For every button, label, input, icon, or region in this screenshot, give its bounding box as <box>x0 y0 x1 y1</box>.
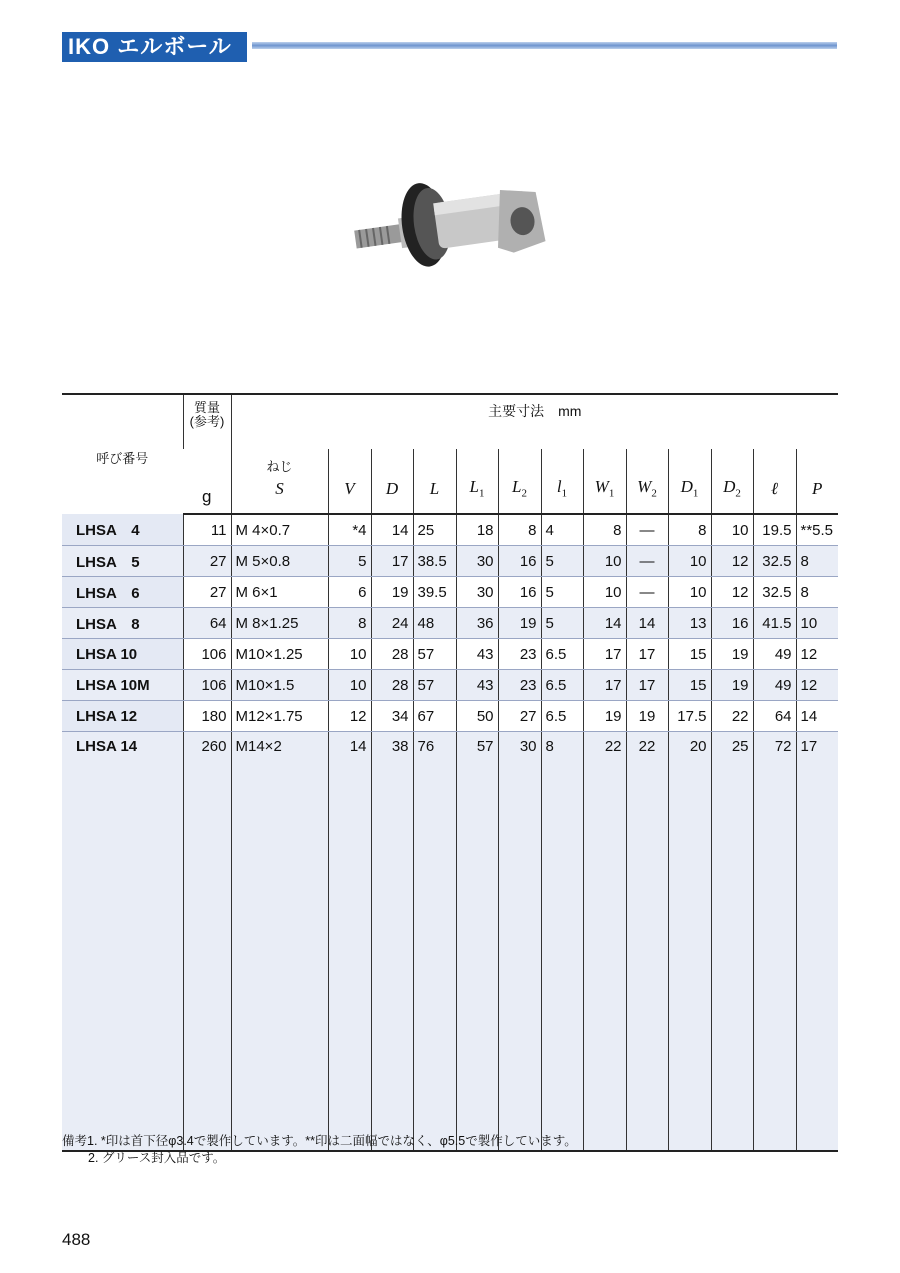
notes <box>62 1133 577 1167</box>
cell-D1: 10 <box>668 577 711 608</box>
cell-thread: M10×1.25 <box>231 639 328 670</box>
dim-header-ell: ℓ <box>753 449 796 514</box>
cell-mass: 11 <box>183 514 231 546</box>
cell-D: 34 <box>371 701 413 732</box>
cell-l1: 5 <box>541 546 583 577</box>
rod-end-product-image <box>345 160 555 300</box>
cell-ell: 64 <box>753 701 796 732</box>
cell-ell: 49 <box>753 639 796 670</box>
cell-L1: 30 <box>456 546 498 577</box>
cell-l1: 6.5 <box>541 701 583 732</box>
cell-L: 67 <box>413 701 456 732</box>
dim-header-W2: $W_2$ <box>626 449 668 514</box>
table-row <box>62 608 838 639</box>
cell-V: 5 <box>328 546 371 577</box>
cell-W2: — <box>626 577 668 608</box>
cell-V: 14 <box>328 732 371 1152</box>
header-designation: 呼び番号 <box>62 394 183 514</box>
cell-designation: LHSA 8 <box>62 608 183 639</box>
cell-thread: M 8×1.25 <box>231 608 328 639</box>
cell-ell: 41.5 <box>753 608 796 639</box>
cell-L1: 36 <box>456 608 498 639</box>
cell-D2: 22 <box>711 701 753 732</box>
cell-D: 19 <box>371 577 413 608</box>
cell-D2: 12 <box>711 546 753 577</box>
table-row <box>62 546 838 577</box>
cell-thread: M10×1.5 <box>231 670 328 701</box>
cell-ell: 19.5 <box>753 514 796 546</box>
table-row <box>62 701 838 732</box>
dim-header-D1: $D_1$ <box>668 449 711 514</box>
cell-D2: 10 <box>711 514 753 546</box>
header-mass: 質量 (参考) <box>183 394 231 449</box>
cell-mass: 106 <box>183 639 231 670</box>
cell-L2: 16 <box>498 577 541 608</box>
cell-L: 57 <box>413 639 456 670</box>
cell-L: 25 <box>413 514 456 546</box>
cell-l1: 6.5 <box>541 670 583 701</box>
cell-thread: M 4×0.7 <box>231 514 328 546</box>
cell-L2: 27 <box>498 701 541 732</box>
cell-W1: 8 <box>583 514 626 546</box>
cell-L: 48 <box>413 608 456 639</box>
table-row <box>62 670 838 701</box>
specification-table <box>62 393 838 1152</box>
cell-P: 12 <box>796 639 838 670</box>
cell-ell: 72 <box>753 732 796 1152</box>
cell-W2: 17 <box>626 670 668 701</box>
cell-l1: 5 <box>541 608 583 639</box>
cell-P: 17 <box>796 732 838 1152</box>
dim-header-D2: $D_2$ <box>711 449 753 514</box>
cell-W2: 17 <box>626 639 668 670</box>
cell-D: 28 <box>371 670 413 701</box>
cell-V: 12 <box>328 701 371 732</box>
dim-header-L2: $L_2$ <box>498 449 541 514</box>
cell-D1: 15 <box>668 639 711 670</box>
cell-thread: M 5×0.8 <box>231 546 328 577</box>
table-row <box>62 514 838 546</box>
cell-L: 39.5 <box>413 577 456 608</box>
cell-P: **5.5 <box>796 514 838 546</box>
cell-L1: 43 <box>456 639 498 670</box>
cell-W1: 17 <box>583 639 626 670</box>
cell-L2: 23 <box>498 670 541 701</box>
cell-W2: — <box>626 514 668 546</box>
dim-header-L: L <box>413 449 456 514</box>
cell-D1: 20 <box>668 732 711 1152</box>
dim-header-S: S <box>275 479 284 498</box>
note-1: 備考1. *印は首下径φ3.4で製作しています。**印は二面幅ではなく、φ5.5で製作しています。 <box>62 1134 577 1148</box>
cell-designation: LHSA 12 <box>62 701 183 732</box>
cell-thread: M14×2 <box>231 732 328 1152</box>
cell-l1: 5 <box>541 577 583 608</box>
cell-designation: LHSA 10M <box>62 670 183 701</box>
cell-D2: 12 <box>711 577 753 608</box>
dim-header-V: V <box>328 449 371 514</box>
cell-W2: — <box>626 546 668 577</box>
cell-P: 14 <box>796 701 838 732</box>
cell-V: 6 <box>328 577 371 608</box>
cell-D2: 16 <box>711 608 753 639</box>
cell-mass: 64 <box>183 608 231 639</box>
cell-D1: 15 <box>668 670 711 701</box>
dim-header-L1: $L_1$ <box>456 449 498 514</box>
cell-L1: 43 <box>456 670 498 701</box>
header-rule <box>252 42 837 49</box>
cell-P: 8 <box>796 577 838 608</box>
cell-W2: 14 <box>626 608 668 639</box>
cell-designation: LHSA 10 <box>62 639 183 670</box>
cell-D1: 8 <box>668 514 711 546</box>
dim-header-P: P <box>796 449 838 514</box>
dim-header-D: D <box>371 449 413 514</box>
cell-thread: M12×1.75 <box>231 701 328 732</box>
cell-W2: 19 <box>626 701 668 732</box>
header-thread <box>231 449 328 514</box>
header-dimensions: 主要寸法 mm <box>231 394 838 449</box>
cell-W2: 22 <box>626 732 668 1152</box>
cell-L2: 23 <box>498 639 541 670</box>
cell-D1: 17.5 <box>668 701 711 732</box>
cell-L: 38.5 <box>413 546 456 577</box>
page-number: 488 <box>62 1230 91 1249</box>
cell-P: 12 <box>796 670 838 701</box>
cell-P: 8 <box>796 546 838 577</box>
cell-D1: 10 <box>668 546 711 577</box>
table-row <box>62 639 838 670</box>
cell-thread: M 6×1 <box>231 577 328 608</box>
cell-D2: 19 <box>711 639 753 670</box>
dim-header-l1: $l_1$ <box>541 449 583 514</box>
cell-D2: 25 <box>711 732 753 1152</box>
cell-L2: 8 <box>498 514 541 546</box>
cell-L2: 16 <box>498 546 541 577</box>
cell-D: 28 <box>371 639 413 670</box>
cell-L: 76 <box>413 732 456 1152</box>
cell-l1: 6.5 <box>541 639 583 670</box>
cell-D1: 13 <box>668 608 711 639</box>
table-row <box>62 732 838 1152</box>
cell-D: 14 <box>371 514 413 546</box>
brand-header: IKO エルボール <box>62 32 247 62</box>
table-row <box>62 577 838 608</box>
cell-L2: 30 <box>498 732 541 1152</box>
cell-mass: 260 <box>183 732 231 1152</box>
cell-designation: LHSA 5 <box>62 546 183 577</box>
cell-L1: 18 <box>456 514 498 546</box>
cell-L1: 30 <box>456 577 498 608</box>
cell-designation: LHSA 4 <box>62 514 183 546</box>
cell-D: 24 <box>371 608 413 639</box>
header-mass-unit: g <box>183 449 231 514</box>
dim-header-W1: $W_1$ <box>583 449 626 514</box>
cell-L2: 19 <box>498 608 541 639</box>
cell-P: 10 <box>796 608 838 639</box>
cell-D2: 19 <box>711 670 753 701</box>
cell-W1: 19 <box>583 701 626 732</box>
cell-designation: LHSA 6 <box>62 577 183 608</box>
cell-W1: 14 <box>583 608 626 639</box>
cell-W1: 10 <box>583 577 626 608</box>
cell-L: 57 <box>413 670 456 701</box>
thread-label: ねじ <box>266 459 293 474</box>
cell-D: 17 <box>371 546 413 577</box>
cell-W1: 22 <box>583 732 626 1152</box>
note-2: 2. グリース封入品です。 <box>88 1151 226 1165</box>
cell-l1: 8 <box>541 732 583 1152</box>
cell-L1: 57 <box>456 732 498 1152</box>
cell-ell: 32.5 <box>753 577 796 608</box>
cell-V: 10 <box>328 639 371 670</box>
cell-W1: 10 <box>583 546 626 577</box>
cell-ell: 32.5 <box>753 546 796 577</box>
cell-L1: 50 <box>456 701 498 732</box>
cell-V: *4 <box>328 514 371 546</box>
cell-V: 10 <box>328 670 371 701</box>
cell-W1: 17 <box>583 670 626 701</box>
cell-mass: 27 <box>183 546 231 577</box>
cell-mass: 27 <box>183 577 231 608</box>
cell-mass: 106 <box>183 670 231 701</box>
cell-l1: 4 <box>541 514 583 546</box>
cell-V: 8 <box>328 608 371 639</box>
cell-mass: 180 <box>183 701 231 732</box>
cell-designation: LHSA 14 <box>62 732 183 1152</box>
cell-ell: 49 <box>753 670 796 701</box>
cell-D: 38 <box>371 732 413 1152</box>
